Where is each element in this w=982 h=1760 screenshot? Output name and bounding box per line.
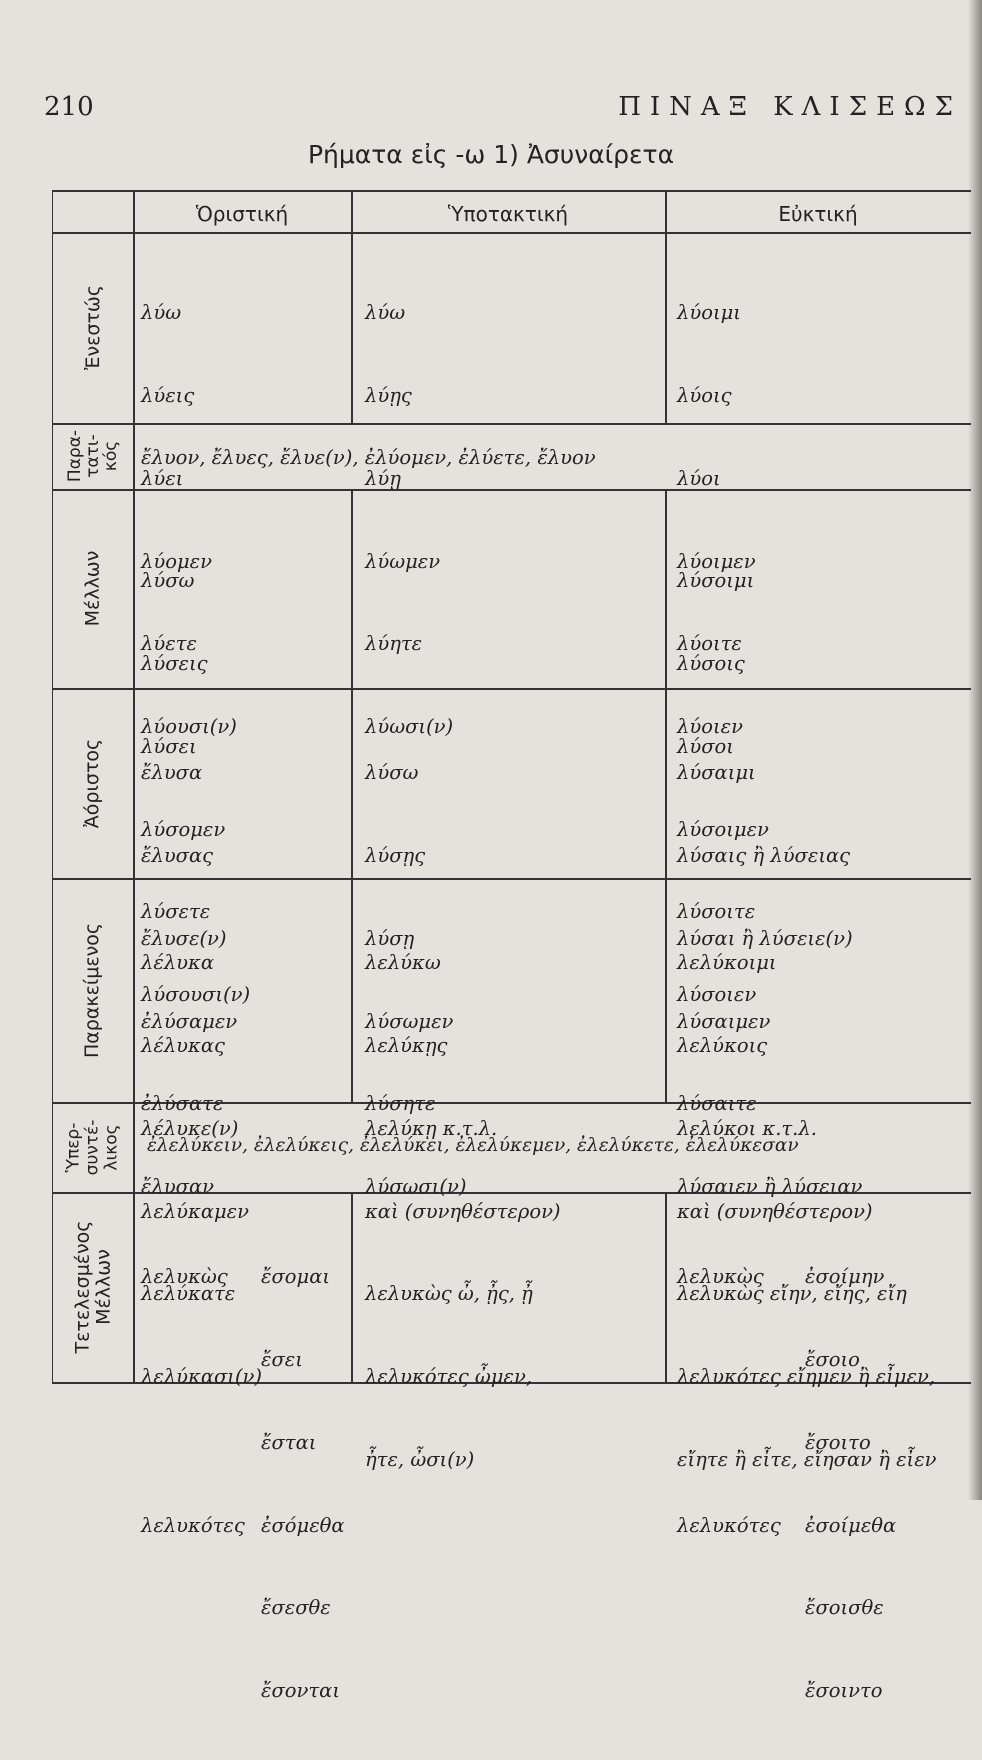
- col-divider-1b: [351, 489, 353, 1102]
- form-line: ἐσοίμην: [805, 1265, 885, 1289]
- form-line: ἐλύσατε: [141, 1092, 224, 1116]
- form-line: λέλυκα: [141, 951, 214, 975]
- conjugation-table: [52, 190, 971, 1703]
- form-line: λύεις: [141, 383, 195, 407]
- form-line: ἔσται: [261, 1430, 317, 1454]
- column-header-subjunctive: Ὑποτακτική: [447, 202, 569, 226]
- form-line: εἴητε ἢ εἶτε, εἴησαν ἢ εἶεν: [677, 1447, 937, 1471]
- pluperfect-label: [64, 1119, 121, 1175]
- form-line: ἔσονται: [261, 1679, 340, 1703]
- row-label-imperfect: [53, 423, 133, 489]
- form-line: λύοιμεν: [677, 549, 756, 573]
- label-line: Παρα-: [65, 429, 85, 483]
- row-label-future: [53, 489, 133, 688]
- imperfect-forms: ἔλυον, ἔλυες, ἔλυε(ν), ἐλύομεν, ἐλύετε, ἔλυον: [141, 446, 596, 469]
- form-line: ἔλυσα: [141, 761, 203, 785]
- aorist-label: Ἀόριστος: [81, 738, 104, 828]
- form-line: λύσαιμι: [677, 761, 756, 785]
- perfect-subjunctive: [365, 894, 561, 1529]
- future-perfect-indicative-participles: [141, 1208, 245, 1594]
- form-line: ἔλυσαν: [141, 1175, 215, 1199]
- future-perfect-optative-participles: [677, 1208, 781, 1594]
- form-line: λύουσι(ν): [141, 715, 237, 739]
- form-line: λύσωμεν: [365, 1009, 454, 1033]
- form-line: ἐσοίμεθα: [805, 1513, 897, 1537]
- form-line: λελύκαμεν: [141, 1199, 249, 1223]
- form-line: λύσω: [141, 569, 195, 593]
- form-line: λελύκοι κ.τ.λ.: [677, 1116, 817, 1140]
- form-line: λελυκότες: [141, 1513, 245, 1537]
- form-line: λύω: [365, 301, 406, 325]
- perfect-label: Παρακείμενος: [81, 922, 104, 1058]
- col-divider-label: [133, 192, 135, 1382]
- col-divider-2b: [665, 489, 667, 1102]
- form-line: λελυκότες: [677, 1513, 781, 1537]
- form-line: λέλυκε(ν): [141, 1116, 239, 1140]
- form-line: λύσεις: [141, 651, 208, 675]
- form-line: ἔσει: [261, 1347, 303, 1371]
- header-rule: [53, 232, 971, 234]
- form-line: λύσετε: [141, 900, 211, 924]
- form-line: ἔσοιο: [805, 1347, 860, 1371]
- form-line: λελύκασι(ν): [141, 1365, 263, 1389]
- form-line: λύσαιμεν: [677, 1009, 771, 1033]
- form-line: λύοιεν: [677, 715, 743, 739]
- row-label-perfect: [53, 878, 133, 1102]
- form-line: ἔσεσθε: [261, 1596, 331, 1620]
- form-line: λύσητε: [365, 1092, 436, 1116]
- page-title: Ρήματα εἰς -ω 1) Ἀσυναίρετα: [307, 140, 675, 169]
- column-header-optative: Εὐκτική: [778, 202, 858, 226]
- form-line: ἔσοισθε: [805, 1596, 884, 1620]
- future-perfect-indicative-forms: [261, 1208, 345, 1760]
- form-line: λύσαιεν ἢ λύσειαν: [677, 1175, 863, 1199]
- form-line: λύῃ: [365, 466, 401, 490]
- form-line: λύσοιτε: [677, 900, 756, 924]
- form-line: λύσουσι(ν): [141, 983, 251, 1007]
- form-line: [141, 1429, 245, 1457]
- form-line: λύσω: [365, 761, 419, 785]
- label-line: κός: [101, 440, 121, 472]
- form-line: λύσαις ἢ λύσειας: [677, 843, 851, 867]
- form-line: λύοις: [677, 383, 732, 407]
- form-line: λύσαιτε: [677, 1092, 757, 1116]
- form-line: λύωμεν: [365, 549, 441, 573]
- form-line: λύσῃς: [365, 843, 426, 867]
- form-line: λελύκοις: [677, 1033, 768, 1057]
- col-divider-1c: [351, 1192, 353, 1382]
- label-line: Ὑπερ-: [63, 1122, 84, 1172]
- label-line: Τετελεσμένος: [71, 1220, 94, 1354]
- form-line: ἦτε, ὦσι(ν): [365, 1447, 475, 1471]
- form-line: λύει: [141, 466, 184, 490]
- form-line: λύσομεν: [141, 817, 226, 841]
- row-label-future-perfect: [53, 1192, 133, 1382]
- form-line: λελύκῃ κ.τ.λ.: [365, 1116, 498, 1140]
- form-line: λύσαι ἢ λύσειε(ν): [677, 926, 853, 950]
- form-line: λύσοιεν: [677, 983, 757, 1007]
- present-label: Ἐνεστώς: [81, 285, 104, 370]
- label-line: λικος: [101, 1123, 122, 1171]
- form-line: λελυκὼς: [677, 1265, 764, 1289]
- col-divider-2c: [665, 1192, 667, 1382]
- form-line: [141, 1346, 245, 1374]
- form-line: λύοιμι: [677, 301, 741, 325]
- form-line: λύητε: [365, 632, 423, 656]
- form-line: ἐσόμεθα: [261, 1513, 345, 1537]
- form-line: λελυκὼς: [141, 1265, 228, 1289]
- form-line: ἔσομαι: [261, 1265, 331, 1289]
- form-line: λελυκότες ὦμεν,: [365, 1365, 533, 1389]
- form-line: [677, 1429, 781, 1457]
- row-label-aorist: [53, 688, 133, 878]
- form-line: λύωσι(ν): [365, 715, 454, 739]
- form-line: λύσοιμεν: [677, 817, 769, 841]
- form-line: λελύκῃς: [365, 1033, 448, 1057]
- form-line: λύσοι: [677, 734, 734, 758]
- future-label: Μέλλων: [81, 550, 104, 627]
- form-line: ἐλύσαμεν: [141, 1009, 238, 1033]
- running-head: ΠΙΝΑΞ ΚΛΙΣΕΩΣ: [618, 92, 962, 122]
- form-line: ἔσοιντο: [805, 1679, 883, 1703]
- future-perfect-optative-forms: [805, 1208, 896, 1760]
- future-perfect-label: [72, 1221, 114, 1354]
- imperfect-label: [66, 430, 120, 482]
- form-line: λελύκω: [365, 951, 441, 975]
- form-line: λύσοιμι: [677, 569, 755, 593]
- form-line: λελυκὼς ὦ, ᾖς, ᾖ: [365, 1282, 533, 1306]
- label-line: συντέ-: [82, 1119, 103, 1175]
- form-line: καὶ (συνηθέστερον): [677, 1199, 873, 1223]
- form-line: λύομεν: [141, 549, 212, 573]
- form-line: λελύκοιμι: [677, 951, 777, 975]
- form-line: ἔλυσας: [141, 843, 214, 867]
- row-label-pluperfect: [53, 1102, 133, 1192]
- form-line: ἔσοιτο: [805, 1430, 871, 1454]
- form-line: ἔλυσε(ν): [141, 926, 227, 950]
- form-line: λελυκὼς εἴην, εἴης, εἴη: [677, 1282, 907, 1306]
- form-line: λελυκότες εἴημεν ἢ εἶμεν,: [677, 1365, 936, 1389]
- form-line: λύοι: [677, 466, 721, 490]
- form-line: [677, 1346, 781, 1374]
- row-label-present: [53, 232, 133, 423]
- form-line: λύοιτε: [677, 632, 742, 656]
- col-divider-1a: [351, 192, 353, 423]
- form-line: λύσοις: [677, 651, 745, 675]
- column-header-indicative: Ὁριστική: [195, 202, 289, 226]
- form-line: λύσει: [141, 734, 197, 758]
- col-divider-2a: [665, 192, 667, 423]
- pluperfect-forms: ἐλελύκειν, ἐλελύκεις, ἐλελύκει, ἐλελύκεμεν, ἐλελύκετε, ἐλελύκεσαν: [147, 1135, 799, 1156]
- form-line: λύετε: [141, 632, 197, 656]
- form-line: λελύκατε: [141, 1282, 236, 1306]
- form-line: λύσῃ: [365, 926, 415, 950]
- form-line: λύῃς: [365, 383, 412, 407]
- form-line: καὶ (συνηθέστερον): [365, 1199, 561, 1223]
- form-line: λέλυκας: [141, 1033, 225, 1057]
- form-line: λύσωσι(ν): [365, 1175, 467, 1199]
- form-line: λύω: [141, 301, 182, 325]
- label-line: τατι-: [83, 434, 103, 478]
- label-line: Μέλλων: [92, 1249, 115, 1325]
- page-number: 210: [44, 92, 94, 122]
